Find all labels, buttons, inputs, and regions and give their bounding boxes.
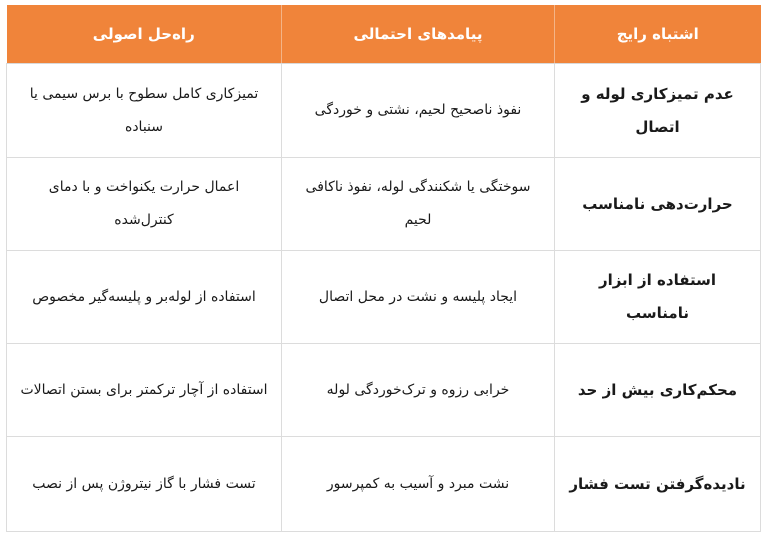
mistake-cell: محکم‌کاری بیش از حد	[555, 344, 761, 437]
header-row	[7, 5, 761, 64]
header-main-approach: راه‌حل اصولی	[7, 5, 282, 64]
effects-cell: ایجاد پلیسه و نشت در محل اتصال	[282, 251, 555, 344]
table-row	[7, 158, 761, 251]
mistake-cell: حرارت‌دهی نامناسب	[555, 158, 761, 251]
main-approach-cell: تمیزکاری کامل سطوح با برس سیمی یا سنباده	[7, 64, 282, 158]
main-approach-cell: استفاده از آچار ترکمتر برای بستن اتصالات	[7, 344, 282, 437]
effects-cell: نفوذ ناصحیح لحیم، نشتی و خوردگی	[282, 64, 555, 158]
effects-cell: نشت مبرد و آسیب به کمپرسور	[282, 437, 555, 532]
mistake-cell: عدم تمیزکاری لوله و اتصال	[555, 64, 761, 158]
table-row	[7, 64, 761, 158]
mistake-cell: استفاده از ابزار نامناسب	[555, 251, 761, 344]
mistakes-table	[6, 5, 761, 532]
table-row	[7, 251, 761, 344]
effects-cell: سوختگی یا شکنندگی لوله، نفوذ ناکافی لحیم	[282, 158, 555, 251]
comparison-table-container	[6, 5, 760, 532]
header-mistake: اشتباه رایج	[555, 5, 761, 64]
effects-cell: خرابی رزوه و ترک‌خوردگی لوله	[282, 344, 555, 437]
mistake-cell: نادیده‌گرفتن تست فشار	[555, 437, 761, 532]
main-approach-cell: اعمال حرارت یکنواخت و با دمای کنترل‌شده	[7, 158, 282, 251]
main-approach-cell: تست فشار با گاز نیتروژن پس از نصب	[7, 437, 282, 532]
header-effects: پیامدهای احتمالی	[282, 5, 555, 64]
main-approach-cell: استفاده از لوله‌بر و پلیسه‌گیر مخصوص	[7, 251, 282, 344]
table-row	[7, 437, 761, 532]
table-row	[7, 344, 761, 437]
